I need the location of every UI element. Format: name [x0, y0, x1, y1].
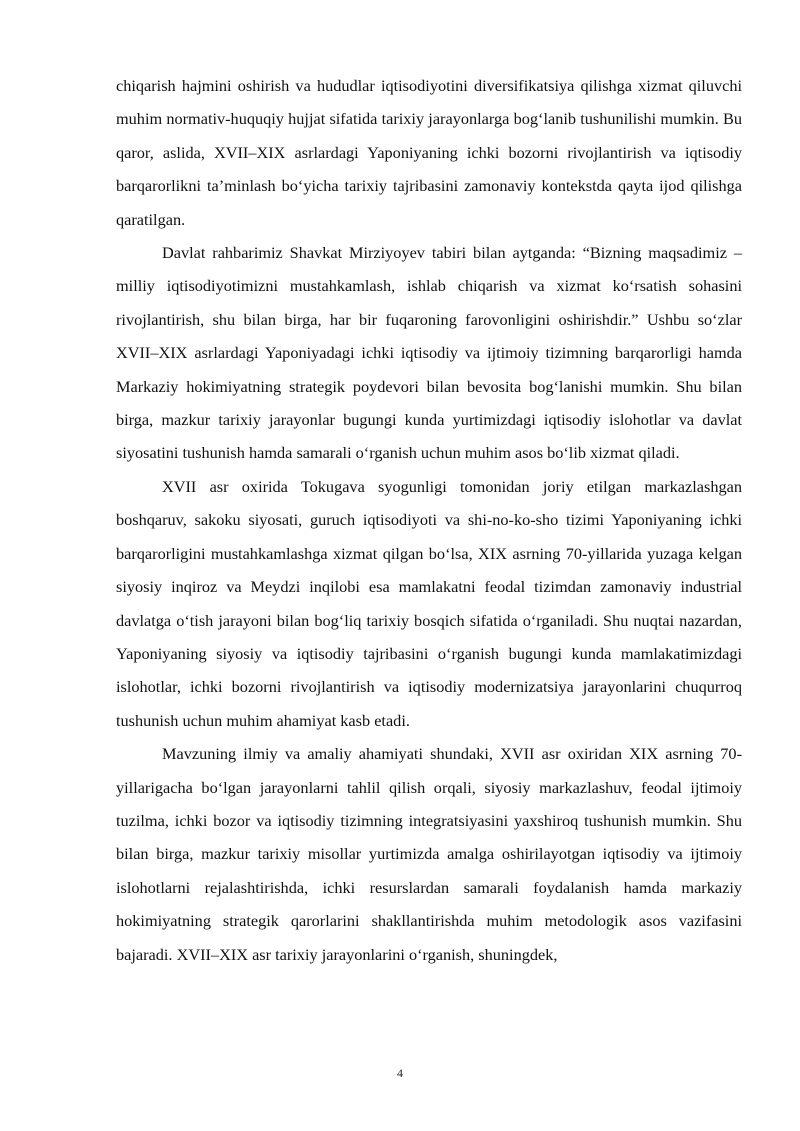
- body-text: [116, 69, 742, 971]
- paragraph-continued: chiqarish hajmini oshirish va hududlar iqtisodiyotini diversifikatsiya qilishga xizmat qiluvchi muhim normativ-huquqiy hujjat sifatida tarixiy jarayonlarga bog‘lanib tushunilishi mumkin. Bu qaror, aslida, XVII–XIX asrlardagi Yaponiyaning ichki bozorni rivojlantirish va iqtisodiy barqarorlikni ta’minlash bo‘yicha tarixiy tajribasini zamonaviy kontekstda qayta ijod qilishga qaratilgan.: [116, 76, 742, 229]
- page-number: 4: [397, 1066, 403, 1080]
- paragraph-quote: Davlat rahbarimiz Shavkat Mirziyoyev tabiri bilan aytganda: “Bizning maqsadimiz – milliy iqtisodiyotimizni mustahkamlash, ishlab chiqarish va xizmat ko‘rsatish sohasini rivojlantirish, shu bilan birga, har bir fuqaroning farovonligini oshirishdir.” Ushbu so‘zlar XVII–XIX asrlardagi Yaponiyadagi ichki iqtisodiy va ijtimoiy tizimning barqarorligi hamda Markaziy hokimiyatning strategik poydevori bilan bevosita bog‘lanishi mumkin. Shu bilan birga, mazkur tarixiy jarayonlar bugungi kunda yurtimizdagi iqtisodiy islohotlar va davlat siyosatini tushunish hamda samarali o‘rganish uchun muhim asos bo‘lib xizmat qiladi.: [116, 243, 742, 463]
- paragraph-significance: Mavzuning ilmiy va amaliy ahamiyati shundaki, XVII asr oxiridan XIX asrning 70-yillarigacha bo‘lgan jarayonlarni tahlil qilish orqali, siyosiy markazlashuv, feodal ijtimoiy tuzilma, ichki bozor va iqtisodiy tizimning integratsiyasini yaxshiroq tushunish mumkin. Shu bilan birga, mazkur tarixiy misollar yurtimizda amalga oshirilayotgan iqtisodiy va ijtimoiy islohotlarni rejalashtirishda, ichki resurslardan samarali foydalanish hamda markaziy hokimiyatning strategik qarorlarini shakllantirishda muhim metodologik asos vazifasini bajaradi. XVII–XIX asr tarixiy jarayonlarini o‘rganish, shuningdek,: [116, 744, 742, 964]
- paragraph-tokugawa: XVII asr oxirida Tokugava syogunligi tomonidan joriy etilgan markazlashgan boshqaruv, sakoku siyosati, guruch iqtisodiyoti va shi-no-ko-sho tizimi Yaponiyaning ichki barqarorligini mustahkamlashga xizmat qilgan bo‘lsa, XIX asrning 70-yillarida yuzaga kelgan siyosiy inqiroz va Meydzi inqilobi esa mamlakatni feodal tizimdan zamonaviy industrial davlatga o‘tish jarayoni bilan bog‘liq tarixiy bosqich sifatida o‘rganiladi. Shu nuqtai nazardan, Yaponiyaning siyosiy va iqtisodiy tajribasini o‘rganish bugungi kunda mamlakatimizdagi islohotlar, ichki bozorni rivojlantirish va iqtisodiy modernizatsiya jarayonlarini chuqurroq tushunish uchun muhim ahamiyat kasb etadi.: [116, 476, 742, 730]
